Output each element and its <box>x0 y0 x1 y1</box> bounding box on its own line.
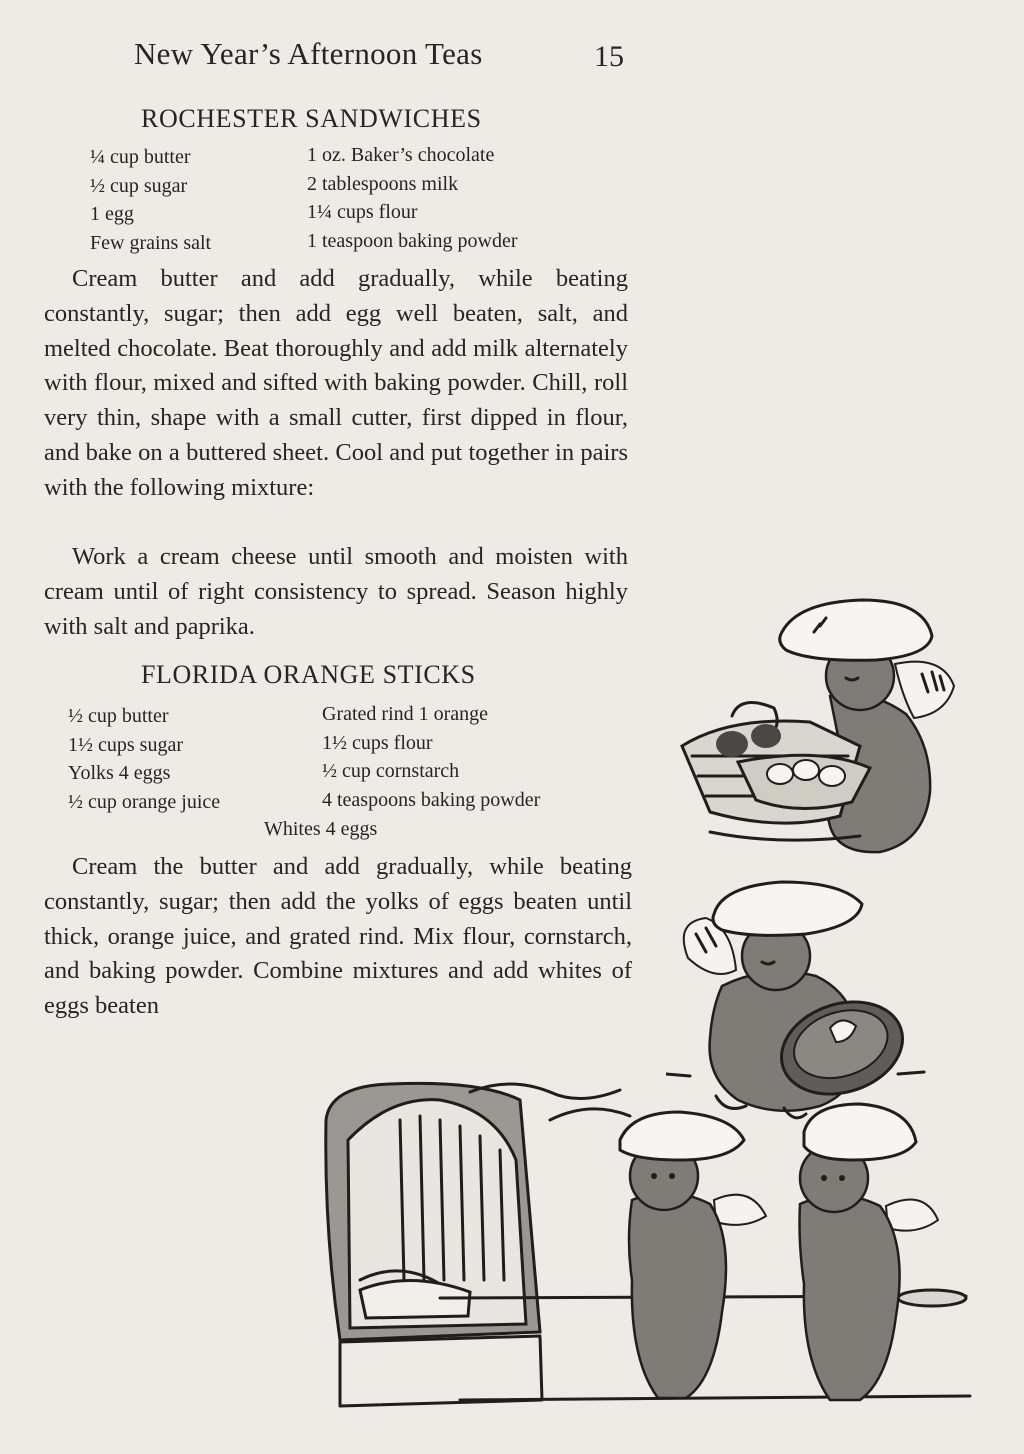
ingredient: 1½ cups sugar <box>68 733 183 756</box>
ingredients-left-column <box>90 143 211 257</box>
filling-paragraph: Work a cream cheese until smooth and moisten with cream until of right consistency to spread. Season highly with salt and paprika. <box>44 543 628 640</box>
ingredient: ½ cup sugar <box>90 174 188 197</box>
method-paragraph: Cream the butter and add gradually, while beating constantly, sugar; then add the yolks of eggs beaten until thick, orange juice, and grated rind. Mix flour, cornstarch, and baking powder. Combine mixtures and add whites of eggs beaten <box>44 853 632 1020</box>
ingredient: 1 teaspoon baking powder <box>307 229 518 252</box>
ingredients-right-column <box>322 700 540 814</box>
ingredient: Few grains salt <box>90 231 212 254</box>
ingredient: 1 oz. Baker’s chocolate <box>307 144 495 166</box>
ingredient: ¼ cup butter <box>90 146 191 168</box>
ingredient: 1½ cups flour <box>322 731 433 754</box>
running-title: New Year’s Afternoon Teas <box>134 36 483 71</box>
ingredient: ½ cup butter <box>68 705 169 727</box>
ingredient: Yolks 4 eggs <box>68 762 171 784</box>
ingredients-left-column <box>68 702 220 816</box>
recipe-title-florida-orange-sticks: FLORIDA ORANGE STICKS <box>141 660 476 689</box>
method-paragraph: Cream butter and add gradually, while beating constantly, sugar; then add egg well beaten, salt, and melted chocolate. Beat thoroughly and add milk alternately with flour, mixed and sifted with baking powder. Chill, roll very thin, shape with a small cutter, first dipped in flour, and bake on a buttered sheet. Cool and put together in pairs with the following mixture: <box>44 265 628 501</box>
page-number: 15 <box>594 40 624 73</box>
ingredient-centered: Whites 4 eggs <box>264 818 378 840</box>
ingredient: 1¼ cups flour <box>307 201 418 223</box>
cherub-egg-basket-illustration <box>670 596 960 862</box>
recipe-title-rochester-sandwiches: ROCHESTER SANDWICHES <box>141 104 482 133</box>
ingredients-right-column <box>307 141 518 255</box>
ingredient: 1 egg <box>90 203 134 225</box>
ingredient: ½ cup cornstarch <box>322 760 460 782</box>
ingredient: 4 teaspoons baking powder <box>322 788 541 811</box>
ingredient: ½ cup orange juice <box>68 790 221 813</box>
ingredient: 2 tablespoons milk <box>307 172 459 195</box>
ingredient: Grated rind 1 orange <box>322 703 489 725</box>
cherubs-oven-peel-illustration <box>320 1080 972 1420</box>
